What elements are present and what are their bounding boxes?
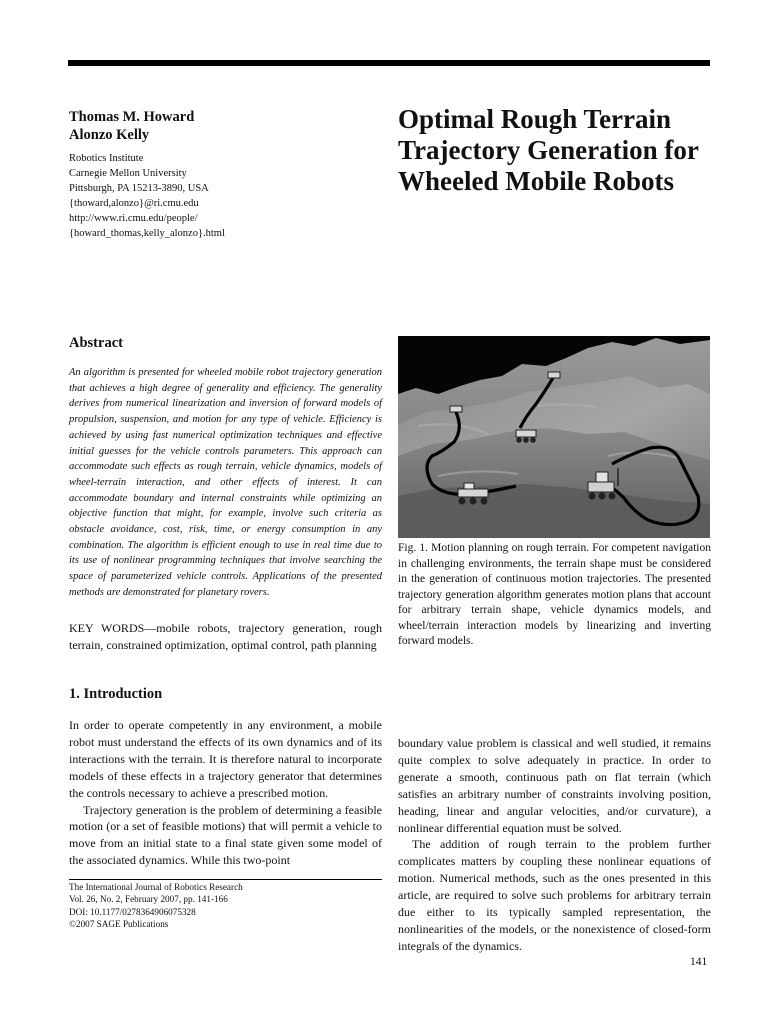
journal-doi: DOI: 10.1177/0278364906075328 <box>69 906 196 917</box>
journal-footnote <box>69 881 382 930</box>
figure-caption: Fig. 1. Motion planning on rough terrain. For competent navigation in challenging environments, the terrain shape must be considered in the generation of continuous motion trajectories. The presented trajectory generation algorithm generates motion plans that account for arbitrary terrain shape, vehicle dynamics models, and wheel/terrain interaction models by linearizing and inverting forward models. <box>398 542 711 647</box>
paragraph: Trajectory generation is the problem of determining a feasible motion (or a set of feasible motions) that will permit a vehicle to move from an initial state to a final state given some model of the associated dynamics. While this two-point <box>69 802 382 868</box>
intro-column-left <box>69 717 382 869</box>
author-name: Alonzo Kelly <box>69 127 150 143</box>
affiliation-line: Carnegie Mellon University <box>69 168 187 179</box>
author-url: http://www.ri.cmu.edu/people/ <box>69 213 198 224</box>
terrain-figure <box>398 336 710 538</box>
abstract-heading: Abstract <box>69 335 123 351</box>
page-number: 141 <box>690 956 708 968</box>
rover-icon <box>516 430 536 443</box>
author-block <box>69 108 309 241</box>
paragraph: boundary value problem is classical and well studied, it remains quite complex to solve adequately in practice. In order to generate a smooth, continuous path on flat terrain (which satisfies an arbitrary number of constraints involving position, heading, linear and angular velocities, and/or curvature), a nonlinear differential equation must be solved. <box>398 736 711 835</box>
affiliation-line: Robotics Institute <box>69 153 144 164</box>
paragraph: The addition of rough terrain to the problem further complicates matters by coupling these nonlinear equations of motion. Numerical methods, such as the ones presented in this article, are required to solve such problems for arbitrary terrain due either to its typically sampled representation, the nonlinearities of the models, or the nonexistence of closed-form integrals of the dynamics. <box>398 837 711 953</box>
rover-icon <box>548 372 560 378</box>
author-email: {thoward,alonzo}@ri.cmu.edu <box>69 198 199 209</box>
journal-copyright: ©2007 SAGE Publications <box>69 918 169 929</box>
journal-name: The International Journal of Robotics Research <box>69 882 243 892</box>
abstract-text: An algorithm is presented for wheeled mobile robot trajectory generation that achieves a high degree of generality and efficiency. The generality derives from numerical linearization and inversion of forward models of propulsion, suspension, and motion for any type of vehicle. Efficiency is achieved by using fast numerical optimization techniques and effective initial guesses for the vehicle controls parameters. This approach can accommodate such effects as rough terrain, vehicle dynamics, models of wheel-terrain interaction, and other effects of interest. It can accommodate boundary and internal constraints while optimizing an objective function that might, for example, involve such criteria as obstacle avoidance, cost, risk, time, or energy consumption in any combination. The algorithm is efficient enough to use in real time due to its use of nonlinear programming techniques that involve searching the space of parameterized vehicle controls. Applications of the presented methods are demonstrated for planetary rovers. <box>69 367 382 598</box>
rover-icon <box>450 406 462 412</box>
terrain-render <box>398 336 710 538</box>
keywords: KEY WORDS—mobile robots, trajectory generation, rough terrain, constrained optimization, optimal control, path planning <box>69 621 382 652</box>
affiliation <box>69 151 309 241</box>
top-rule <box>68 60 710 66</box>
section-heading: 1. Introduction <box>69 686 163 702</box>
author-name: Thomas M. Howard <box>69 109 195 125</box>
author-names <box>69 108 309 144</box>
author-url: {howard_thomas,kelly_alonzo}.html <box>69 228 225 239</box>
journal-volume: Vol. 26, No. 2, February 2007, pp. 141-166 <box>69 894 228 905</box>
paragraph: In order to operate competently in any environment, a mobile robot must understand the effects of its own dynamics and of its interactions with the terrain. It is therefore natural to incorporate models of these effects in a trajectory generator that determines the controls necessary to achieve a prescribed motion. <box>69 718 382 800</box>
affiliation-line: Pittsburgh, PA 15213-3890, USA <box>69 183 209 194</box>
intro-column-right <box>398 735 711 955</box>
paper-title: Optimal Rough Terrain Trajectory Generation for Wheeled Mobile Robots <box>398 104 699 196</box>
footnote-rule <box>69 879 382 880</box>
